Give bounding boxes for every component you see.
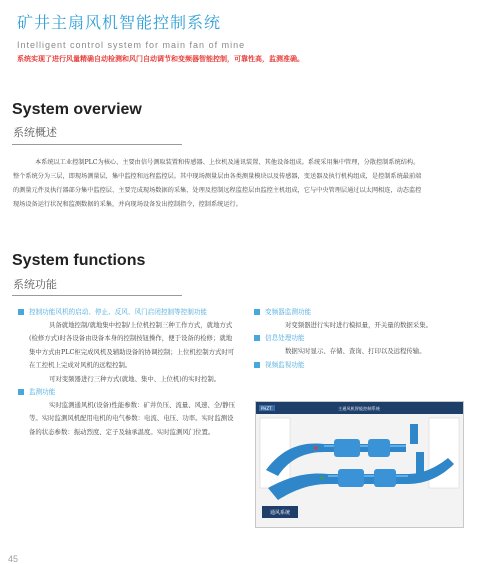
function-body-inverter-modes: 可对变频器进行三种方式(就地、集中、上位机)的实时控制。 [49, 374, 221, 383]
function-body-monitoring: 实时监测通风机(设备)性能参数：矿井负压、流量、风速、全/静压等。实时监测风机配用电机的电气参数：电流、电压、功率。实时监测设备的状态参数：振动烈度、定子及轴承温度。实时监测风门位置。 [29, 401, 236, 436]
exhaust-stack-2 [416, 452, 424, 474]
bullet-square-icon [254, 335, 260, 341]
overview-divider [12, 144, 182, 145]
fan-unit-2 [368, 439, 390, 457]
logo-text: PHZT [261, 406, 272, 411]
fan-unit-4 [374, 469, 396, 487]
bullet-square-icon [18, 389, 24, 395]
fan-unit-1 [334, 439, 360, 457]
function-heading-control: 控制功能风机的启动、停止、反风、风门启闭控制等控制功能 [18, 306, 236, 319]
fan-system-screenshot [255, 401, 464, 528]
functions-heading-en: System functions [12, 252, 146, 269]
functions-right-column [254, 306, 462, 372]
overview-heading-cn: 系统概述 [13, 126, 57, 139]
function-heading-monitoring: 监测功能 [18, 386, 236, 399]
fan-unit-3 [338, 469, 364, 487]
tagline: 系统实现了进行风量精确自动检测和风门自动调节和变频器智能控制，可靠性高，监测准确。 [17, 55, 304, 63]
function-body-control: 具备就地控制/就地集中控制/上位机控制三种工作方式，就地方式(检修方式)时各设备由设备本身的控制按钮操作，便于设备的检修；就地集中方式由PLC柜完成风机及辅助设备的协调控制；上位机控制方式时可在工控机上完成对风机的远程控制。 [29, 321, 235, 370]
bullet-square-icon [254, 362, 260, 368]
screenshot-caption: 通风系统 [269, 510, 291, 516]
function-heading-video: 视频监视功能 [254, 359, 462, 372]
page-title-en: Intelligent control system for main fan of mine [17, 40, 246, 50]
page-title-cn: 矿井主扇风机智能控制系统 [17, 13, 222, 32]
functions-divider [12, 295, 182, 296]
exhaust-stack-1 [410, 424, 418, 444]
functions-heading-cn: 系统功能 [13, 278, 57, 291]
function-body-info: 数据实时显示、存储、查询、打印以及远程传输。 [285, 347, 426, 356]
overview-paragraph: 本系统以工业控制PLC为核心、主要由信号测取装置和传感器、上位机及通讯装置、其他设备组成。系统采用集中管理，分散控制系统结构。整个系统分为三层，即现场测量层，集中监控和远程监控层。其中现场测量层由各类测量模块以及传感器，变送器及执行机构组成，是控制系统最前端的测量元件及执行器部分集中监控层、主要完成现场数据的采集、处理及控制远程监控层由监控主机组成，它与中央管理层通过以太网相连，动态监控现场设备运行状况和监测数据的采集，并向现场设备发出控制指令，控制系统运行。 [13, 159, 422, 208]
bullet-square-icon [254, 309, 260, 315]
fan-system-illustration [256, 402, 463, 527]
function-body-inverter: 对变频器进行实时进行模拟量，开关量的数据采集。 [285, 321, 432, 329]
page-number: 45 [8, 554, 19, 564]
function-heading-info: 信息处理功能 [254, 332, 462, 345]
overview-heading-en: System overview [12, 101, 142, 118]
bullet-square-icon [18, 309, 24, 315]
screenshot-window-title: 主通风机智能控制系统 [338, 406, 380, 411]
function-heading-inverter: 变频器监测功能 [254, 306, 462, 319]
functions-left-column [18, 306, 236, 439]
